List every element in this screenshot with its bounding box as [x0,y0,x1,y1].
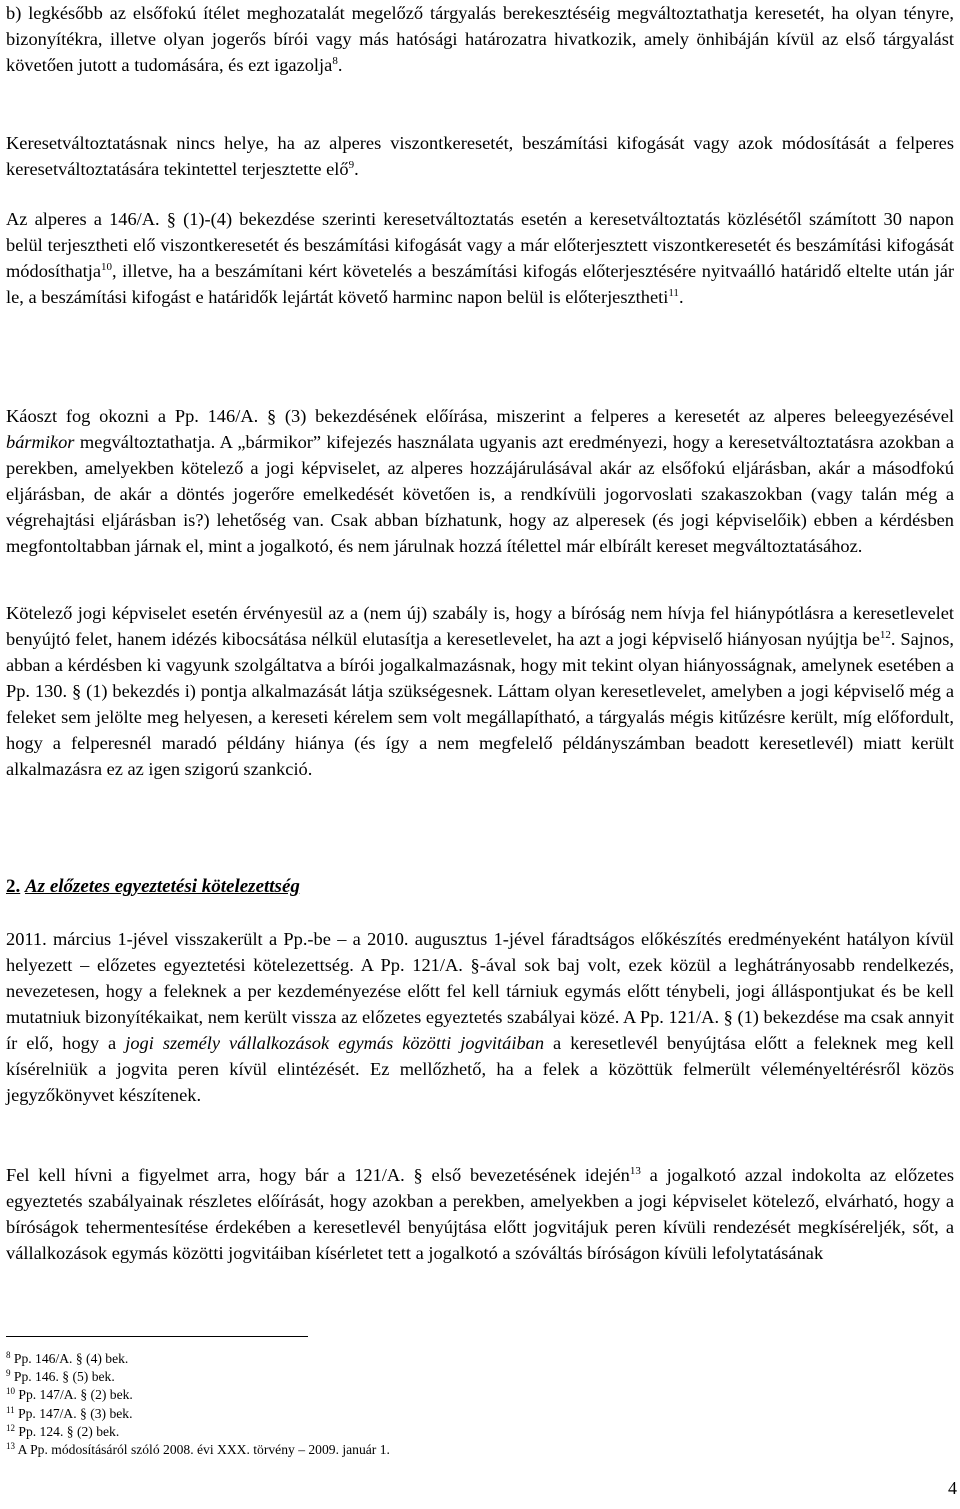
paragraph-pre-trial-obligation: 2011. március 1-jével visszakerült a Pp.-be – a 2010. augusztus 1-jével fáradtságos előkészítés eredményeként hatályon kívül helyezett – előzetes egyeztetési kötelezettség. A Pp. 121/A. §-ával sok baj volt, ezek közül a leghátrányosabb rendelkezés, nevezetesen, hogy a feleknek a per kezdeményezése előtt fel kell tárniuk egymás előtt ténybeli, jogi álláspontjukat és be kell mutatniuk bizonyítékaikat, nem került vissza az előzetes egyeztetés szabályai közé. A Pp. 121/A. § (1) bekezdése ma csak annyit ír elő, hogy a jogi személy vállalkozások egymás közötti jogvitáiban a keresetlevél benyújtása előtt a feleknek meg kell kísérelniük a jogvita peren kívül elintézését. Ez mellőzhető, ha a felek a közöttük felmerült véleményeltérésről közös jegyzőkönyvet készítenek. [6,929,954,1105]
footnote-ref-12[interactable]: 12 [879,629,891,641]
footnote-ref-10[interactable]: 10 [101,261,113,273]
emphasis-legal-persons: jogi személy vállalkozások egymás közötti jogvitáiban [125,1033,545,1053]
footnote-13: $^{13}$ A Pp. módosításáról szóló 2008. évi XXX. törvény – 2009. január 1. [6,1441,390,1458]
footnote-10: $^{10}$ Pp. 147/A. § (2) bek. [6,1386,133,1403]
paragraph-amendment-condition-b: b) legkésőbb az elsőfokú ítélet meghozatalát megelőző tárgyalás berekesztéséig megváltoztathatja keresetét, ha olyan tényre, bizonyítékra, illetve olyan jogerős bírói vagy más hatósági határozatra hivatkozik, amely önhibáján kívül az első tárgyalást követően jutott a tudomására, és ezt igazolja$^8$. [6,3,954,75]
paragraph-chaos-anytime: Káoszt fog okozni a Pp. 146/A. § (3) bekezdésének előírása, miszerint a felperes a keresetét az alperes beleegyezésével bármikor megváltoztathatja. A „bármikor” kifejezés használata ugyanis azt eredményezi, hogy a keresetváltoztatásra azokban a perekben, amelyekben kötelező a jogi képviselet, az alperes hozzájárulásával akár az elsőfokú eljárásban, akár a másodfokú eljárásban, de akár a döntés jogerőre emelkedését követően is, a rendkívüli jogorvoslati szakaszokban (vagy talán még a végrehajtási eljárásban is?) lehetőség van. Csak abban bízhatunk, hogy az alperesek (és jogi képviselőik) ebben a kérdésben megfontoltabban járnak el, mint a jogalkotó, és nem járulnak hozzá ítélettel már elbírált kereset megváltoztatásához. [6,406,954,556]
footnote-8: $^8$ Pp. 146/A. § (4) bek. [6,1350,129,1366]
footnote-ref-13[interactable]: 13 [629,1165,641,1177]
footnote-11: $^{11}$ Pp. 147/A. § (3) bek. [6,1404,133,1421]
paragraph-no-amendment: Keresetváltoztatásnak nincs helye, ha az alperes viszontkeresetét, beszámítási kifogását vagy azok módosítását a felperes keresetváltoztatására tekintettel terjesztette elő$^9$. [6,133,954,179]
paragraph-legislator-intent: Fel kell hívni a figyelmet arra, hogy bár a 121/A. § első bevezetésének idején$^{13}$ a jogalkotó azzal indokolta az előzetes egyeztetés szabályainak részletes előírását, hogy azokban a perekben, amelyekben a jogi képviselet kötelező, elvárható, hogy a bíróságok tehermentesítése érdekében a keresetlevél benyújtása előtt jogvitájuk peren kívüli rendezését megkíséreljék, sőt, a vállalkozások egymás közötti jogvitáiban kísérletet tett a jogalkotó a szóváltás bíróságon kívüli lefolytatásának [6,1165,954,1263]
emphasis-barmikor: bármikor [6,432,75,452]
footnote-ref-9[interactable]: 9 [348,159,355,171]
footnote-12: $^{12}$ Pp. 124. § (2) bek. [6,1422,120,1439]
footnote-9: $^9$ Pp. 146. § (5) bek. [6,1368,115,1385]
section-number: 2. [6,876,21,897]
page-number: 4 [948,1478,957,1498]
footnotes-section [6,1350,390,1459]
section-title: Az előzetes egyeztetési kötelezettség [25,876,300,897]
footnote-separator [6,1336,308,1337]
footnote-ref-11[interactable]: 11 [668,287,679,299]
paragraph-mandatory-representation: Kötelező jogi képviselet esetén érvényesül az a (nem új) szabály is, hogy a bíróság nem hívja fel hiánypótlásra a keresetlevelet benyújtó felet, hanem idézés kibocsátása nélkül elutasítja a keresetlevelet, ha azt a jogi képviselő hiányosan nyújtja $be^{12}$. Sajnos, abban a kérdésben ki vagyunk szolgáltatva a bírói jogalkalmazásnak, hogy mit tekint olyan hiányosságnak, amelynek esetében a Pp. 130. § (1) bekezdés i) pontja alkalmazását látja szükségesnek. Láttam olyan keresetlevelet, amelyben a jogi képviselő még a feleket sem jelölte meg helyesen, a kereseti kérelem sem volt megállapítható, a tárgyalás mégis kitűzésre került, míg előfordult, hogy a felperesnél maradó példány hiánya (és így a nem megfelelő példányszámban beadott keresetlevél) miatt került alkalmazásra ez az igen szigorú szankció. [6,603,954,779]
section-heading [6,874,300,900]
paragraph-counterclaim-deadline: Az alperes a 146/A. § (1)-(4) bekezdése szerinti keresetváltoztatás esetén a keresetváltoztatás közlésétől számított 30 napon belül terjesztheti elő viszontkeresetét és beszámítási kifogását vagy a már előterjesztett viszontkeresetét és beszámítási kifogását módosíthatja$^{10}$, illetve, ha a beszámítani kért követelés a beszámítási kifogás előterjesztésére nyitvaálló határidő eltelte után jár le, a beszámítási kifogást e határidők lejártát követő harminc napon belül is előterjesztheti$^{11}$. [6,209,954,307]
footnote-ref-8[interactable]: 8 [332,55,338,67]
